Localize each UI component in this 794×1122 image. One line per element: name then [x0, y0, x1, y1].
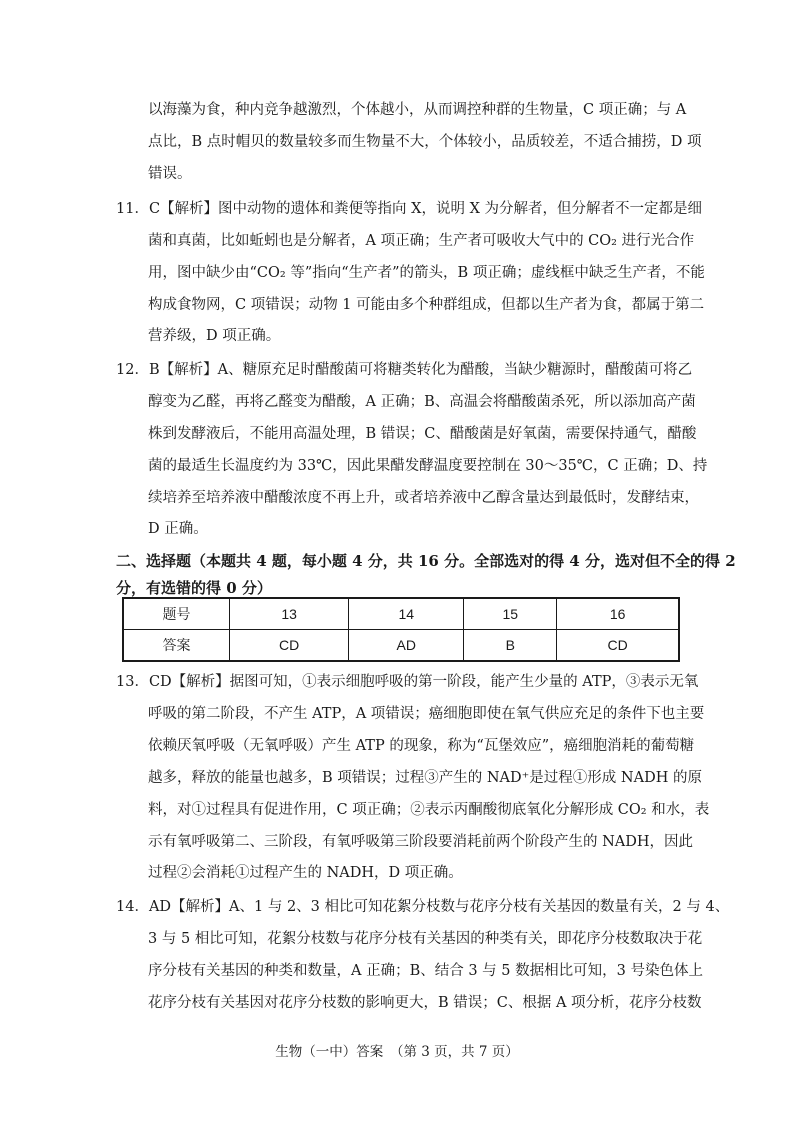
answer-14-line: 14．AD【解析】A、1 与 2、3 相比可知花絮分枝数与花序分枝有关基因的数量有关，2 与 4、 — [116, 899, 730, 915]
table-cell: CD — [230, 630, 349, 662]
section-heading: 二、选择题（本题共 4 题，每小题 4 分，共 16 分。全部选对的得 4 分，选对但不全的得 2 — [116, 552, 736, 570]
paragraph-line: 3 与 5 相比可知，花絮分枝数与花序分枝有关基因的种类有关，即花序分枝数取决于花 — [148, 931, 703, 947]
paragraph-line: 料，对①过程具有促进作用，C 项正确；②表示丙酮酸彻底氧化分解形成 CO₂ 和水，表 — [148, 802, 710, 818]
paragraph-line: 序分枝有关基因的种类和数量，A 正确；B、结合 3 与 5 数据相比可知，3 号染色体上 — [148, 963, 703, 979]
paragraph-line: 醇变为乙醛，再将乙醛变为醋酸，A 正确；B、高温会将醋酸菌杀死，所以添加高产菌 — [148, 394, 696, 410]
table-cell: 16 — [557, 598, 679, 630]
answer-table — [122, 597, 680, 662]
paragraph-line: 呼吸的第二阶段，不产生 ATP，A 项错误；癌细胞即使在氧气供应充足的条件下也主要 — [148, 706, 705, 722]
table-cell: 13 — [230, 598, 349, 630]
table-row — [123, 598, 679, 630]
table-cell: AD — [349, 630, 464, 662]
table-cell: CD — [557, 630, 679, 662]
section-heading-cont: 分，有选错的得 0 分） — [116, 579, 272, 597]
paragraph-line: 构成食物网，C 项错误；动物 1 可能由多个种群组成，但都以生产者为食，都属于第二 — [148, 297, 705, 313]
paragraph-line: D 正确。 — [148, 521, 208, 537]
page-footer: 生物（一中）答案 （第 3 页，共 7 页） — [275, 1044, 519, 1060]
table-header-cell: 题号 — [123, 598, 230, 630]
paragraph-line: 营养级，D 项正确。 — [148, 328, 281, 344]
table-header-cell: 答案 — [123, 630, 230, 662]
paragraph-line: 用，图中缺少由“CO₂ 等”指向“生产者”的箭头，B 项正确；虚线框中缺乏生产者，不能 — [148, 265, 705, 281]
paragraph-line: 株到发酵液后，不能用高温处理，B 错误；C、醋酸菌是好氧菌，需要保持通气，醋酸 — [148, 426, 697, 442]
paragraph-line: 续培养至培养液中醋酸浓度不再上升，或者培养液中乙醇含量达到最低时，发酵结束， — [148, 490, 699, 506]
answer-11-line: 11．C【解析】图中动物的遗体和粪便等指向 X，说明 X 为分解者，但分解者不一定都是细 — [116, 201, 703, 217]
paragraph-line: 以海藻为食，种内竞争越激烈，个体越小，从而调控种群的生物量，C 项正确；与 A — [148, 102, 687, 118]
paragraph-line: 花序分枝有关基因对花序分枝数的影响更大，B 错误；C、根据 A 项分析，花序分枝数 — [148, 995, 702, 1011]
paragraph-line: 依赖厌氧呼吸（无氧呼吸）产生 ATP 的现象，称为“瓦堡效应”，癌细胞消耗的葡萄糖 — [148, 738, 695, 754]
table-row — [123, 630, 679, 662]
paragraph-line: 菌的最适生长温度约为 33℃，因此果醋发酵温度要控制在 30～35℃，C 正确；D、持 — [148, 458, 708, 474]
table-cell: B — [464, 630, 557, 662]
paragraph-line: 菌和真菌，比如蚯蚓也是分解者，A 项正确；生产者可吸收大气中的 CO₂ 进行光合作 — [148, 233, 695, 249]
answer-13-line: 13．CD【解析】据图可知，①表示细胞呼吸的第一阶段，能产生少量的 ATP，③表示无氧 — [116, 674, 699, 690]
answer-12-line: 12．B【解析】A、糖原充足时醋酸菌可将糖类转化为醋酸，当缺少糖源时，醋酸菌可将乙 — [116, 362, 693, 378]
paragraph-line: 过程②会消耗①过程产生的 NADH，D 项正确。 — [148, 865, 463, 881]
table-cell: 14 — [349, 598, 464, 630]
paragraph-line: 示有氧呼吸第二、三阶段，有氧呼吸第三阶段要消耗前两个阶段产生的 NADH，因此 — [148, 834, 694, 850]
table-cell: 15 — [464, 598, 557, 630]
paragraph-line: 越多，释放的能量也越多，B 项错误；过程③产生的 NAD⁺是过程①形成 NADH 的原 — [148, 770, 702, 786]
paragraph-line: 点比，B 点时帽贝的数量较多而生物量不大，个体较小，品质较差，不适合捕捞，D 项 — [148, 134, 702, 150]
paragraph-line: 错误。 — [148, 166, 192, 182]
